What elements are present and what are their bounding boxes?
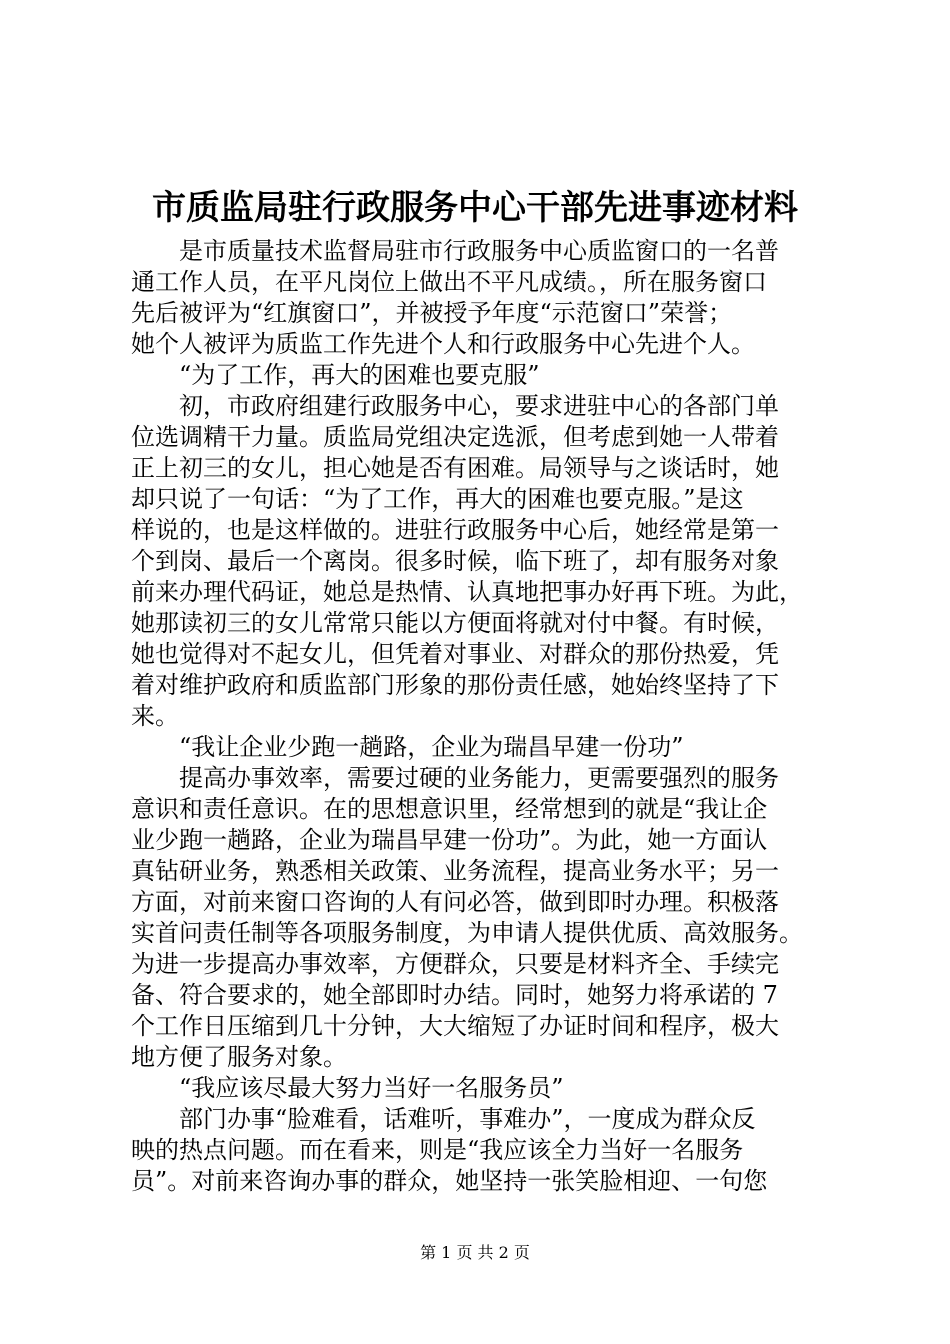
text-line: 是市质量技术监督局驻市行政服务中心质监窗口的一名普: [131, 237, 779, 265]
text-line: 意识和责任意识。在的思想意识里，经常想到的就是“我让企: [131, 795, 768, 823]
text-line: 真钻研业务，熟悉相关政策、业务流程，提高业务水平；另一: [131, 857, 779, 885]
text-line: 初，市政府组建行政服务中心，要求进驻中心的各部门单: [131, 392, 779, 420]
text-line: 她也觉得对不起女儿，但凭着对事业、对群众的那份热爱，凭: [131, 640, 779, 668]
text-line: 来。: [131, 702, 179, 730]
text-line: 备、符合要求的，她全部即时办结。同时，她努力将承诺的 7: [131, 981, 778, 1009]
text-line: “为了工作，再大的困难也要克服”: [131, 361, 540, 389]
text-line: 她那读初三的女儿常常只能以方便面将就对付中餐。有时候，: [131, 609, 779, 637]
text-line: 着对维护政府和质监部门形象的那份责任感，她始终坚持了下: [131, 671, 779, 699]
text-line: 却只说了一句话：“为了工作，再大的困难也要克服。”是这: [131, 485, 744, 513]
text-line: 先后被评为“红旗窗口”，并被授予年度“示范窗口”荣誉；: [131, 299, 733, 327]
text-line: 映的热点问题。而在看来，则是“我应该全力当好一名服务: [131, 1136, 744, 1164]
text-line: 提高办事效率，需要过硬的业务能力，更需要强烈的服务: [131, 764, 779, 792]
text-line: 地方便了服务对象。: [131, 1043, 347, 1071]
text-line: 方面，对前来窗口咨询的人有问必答，做到即时办理。积极落: [131, 888, 779, 916]
text-line: “我应该尽最大努力当好一名服务员”: [131, 1074, 564, 1102]
text-line: 位选调精干力量。质监局党组决定选派，但考虑到她一人带着: [131, 423, 779, 451]
text-line: 个工作日压缩到几十分钟，大大缩短了办证时间和程序，极大: [131, 1012, 779, 1040]
text-line: 个到岗、最后一个离岗。很多时候，临下班了，却有服务对象: [131, 547, 779, 575]
text-line: 她个人被评为质监工作先进个人和行政服务中心先进个人。: [131, 330, 755, 358]
text-line: “我让企业少跑一趟路，企业为瑞昌早建一份功”: [131, 733, 684, 761]
text-line: 部门办事“脸难看，话难听，事难办”，一度成为群众反: [131, 1105, 756, 1133]
page-footer: 第 1 页 共 2 页: [420, 1243, 530, 1262]
text-line: 样说的，也是这样做的。进驻行政服务中心后，她经常是第一: [131, 516, 779, 544]
text-line: 为进一步提高办事效率，方便群众，只要是材料齐全、手续完: [131, 950, 779, 978]
text-line: 前来办理代码证，她总是热情、认真地把事办好再下班。为此，: [131, 578, 803, 606]
text-line: 正上初三的女儿，担心她是否有困难。局领导与之谈话时，她: [131, 454, 779, 482]
text-line: 实首问责任制等各项服务制度，为申请人提供优质、高效服务。: [131, 919, 803, 947]
text-line: 员”。对前来咨询办事的群众，她坚持一张笑脸相迎、一句您: [131, 1167, 768, 1195]
text-line: 通工作人员，在平凡岗位上做出不平凡成绩。，所在服务窗口: [131, 268, 767, 296]
text-line: 业少跑一趟路，企业为瑞昌早建一份功”。为此，她一方面认: [131, 826, 768, 854]
document-title: 市质监局驻行政服务中心干部先进事迹材料: [152, 188, 798, 228]
document-body: [131, 236, 831, 1197]
